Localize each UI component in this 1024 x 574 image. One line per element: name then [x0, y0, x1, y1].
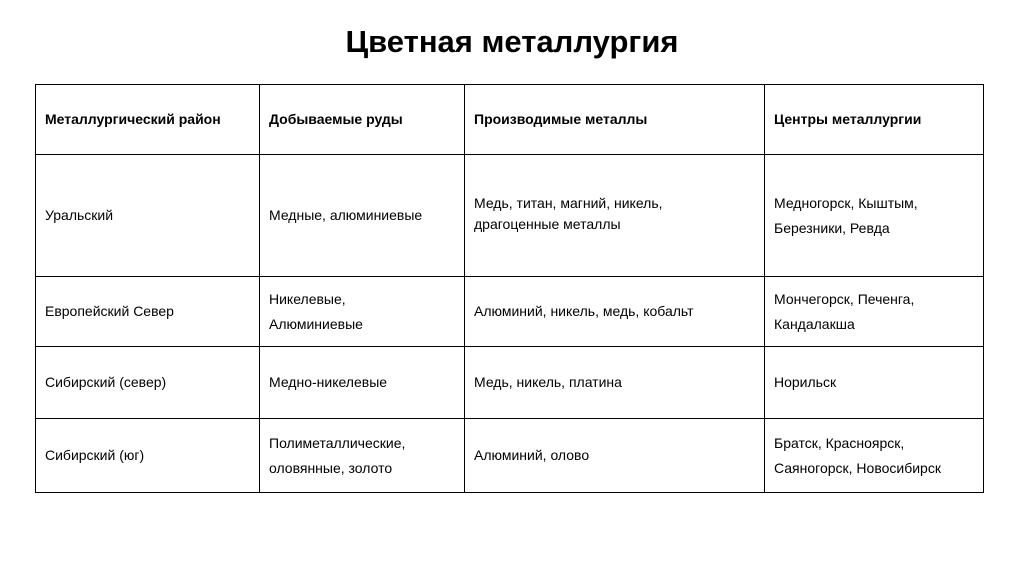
cell-text-line: Кандалакша	[774, 315, 855, 332]
cell-text: Алюминий, никель, медь, кобальт	[474, 303, 694, 320]
header-cell-centers	[765, 85, 984, 155]
metals-cell	[465, 155, 765, 277]
metals-cell	[465, 419, 765, 493]
cell-text-line: Никелевые,	[269, 291, 346, 307]
cell-text: Сибирский (юг)	[45, 447, 145, 464]
table-row	[36, 155, 984, 277]
header-cell-metals	[465, 85, 765, 155]
cell-text-line: Алюминиевые	[269, 315, 363, 332]
cell-text: Уральский	[45, 207, 114, 224]
centers-cell	[765, 155, 984, 277]
region-cell	[36, 277, 260, 347]
metals-cell	[465, 347, 765, 419]
ores-cell	[260, 155, 465, 277]
header-cell-region	[36, 85, 260, 155]
table-row	[36, 277, 984, 347]
cell-text-line: Медь, титан, магний, никель,	[474, 195, 663, 211]
cell-text: Медь, никель, платина	[474, 374, 622, 391]
cell-text-line: Мончегорск, Печенга,	[774, 291, 915, 307]
header-cell-ores	[260, 85, 465, 155]
ores-cell	[260, 347, 465, 419]
cell-text-line: Березники, Ревда	[774, 219, 890, 236]
header-label: Добываемые руды	[269, 111, 403, 128]
centers-cell	[765, 347, 984, 419]
header-label: Производимые металлы	[474, 111, 648, 128]
region-cell	[36, 347, 260, 419]
cell-text: Норильск	[774, 374, 837, 391]
region-cell	[36, 155, 260, 277]
table-row	[36, 347, 984, 419]
table-row	[36, 419, 984, 493]
header-label: Центры металлургии	[774, 111, 922, 128]
centers-cell	[765, 419, 984, 493]
ores-cell	[260, 419, 465, 493]
centers-cell	[765, 277, 984, 347]
cell-text-line: драгоценные металлы	[474, 215, 621, 232]
metallurgy-table	[35, 84, 984, 493]
cell-text-line: Саяногорск, Новосибирск	[774, 459, 941, 476]
metals-cell	[465, 277, 765, 347]
cell-text-line: Медногорск, Кыштым,	[774, 195, 918, 211]
region-cell	[36, 419, 260, 493]
cell-text: Алюминий, олово	[474, 447, 590, 464]
cell-text: Медные, алюминиевые	[269, 207, 423, 224]
cell-text-line: Полиметаллические,	[269, 435, 406, 451]
cell-text: Медно-никелевые	[269, 374, 388, 391]
table-header-row	[36, 85, 984, 155]
cell-text-line: Братск, Красноярск,	[774, 435, 905, 451]
cell-text: Сибирский (север)	[45, 374, 167, 391]
header-label: Металлургический район	[45, 111, 221, 128]
cell-text-line: оловянные, золото	[269, 459, 393, 476]
cell-text: Европейский Север	[45, 303, 174, 320]
ores-cell	[260, 277, 465, 347]
page-title: Цветная металлургия	[345, 24, 679, 59]
